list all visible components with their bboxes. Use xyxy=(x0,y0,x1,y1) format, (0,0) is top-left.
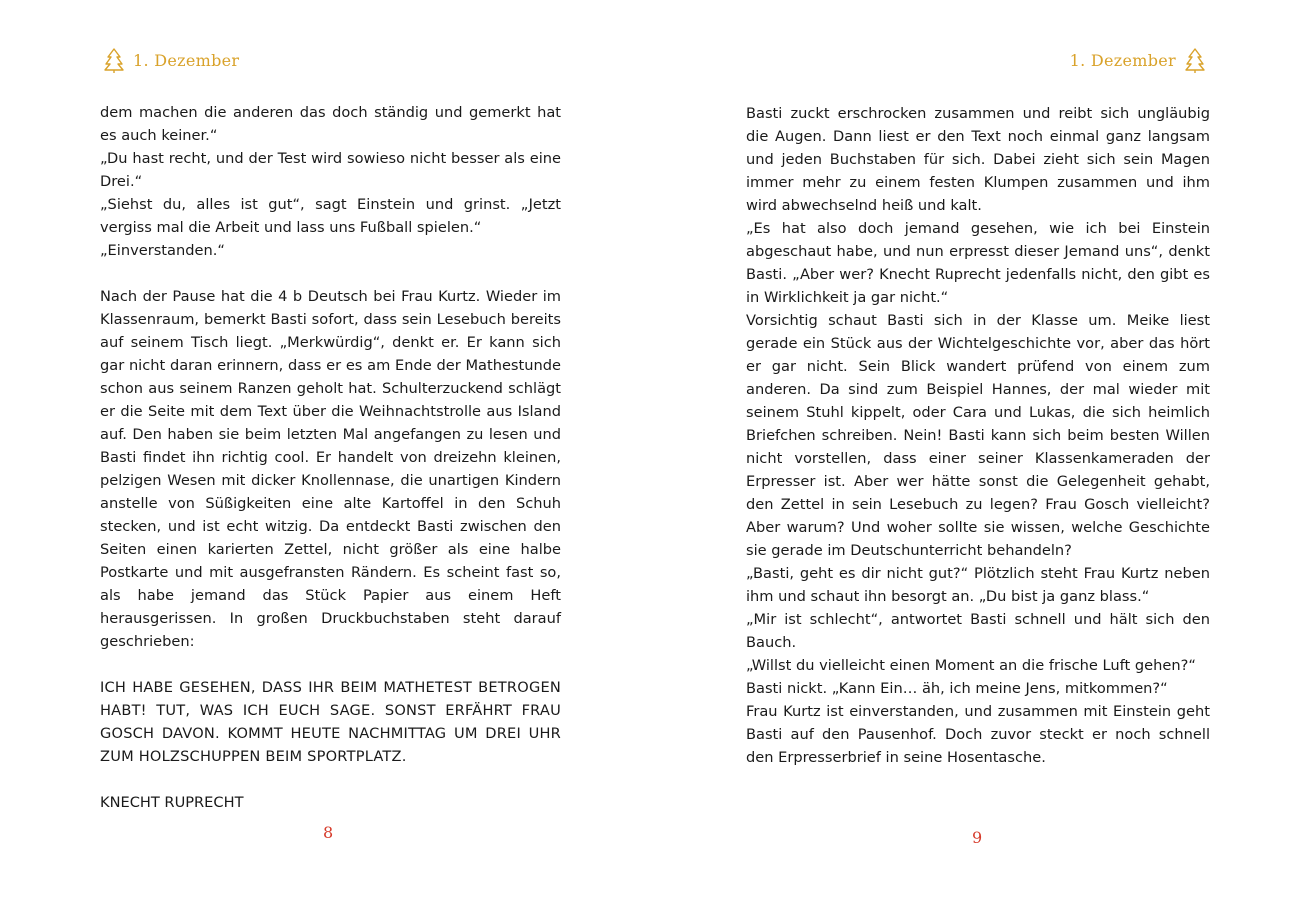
letter-signature: KNECHT RUPRECHT xyxy=(100,794,244,811)
paragraph: „Mir ist schlecht“, antwortet Basti schnell und hält sich den Bauch. xyxy=(746,611,1210,651)
paragraph: Vorsichtig schaut Basti sich in der Klasse um. Meike liest gerade ein Stück aus der Wichtelgeschichte vor, aber das hört er gar nicht. Sein Blick wandert prüfend von einem zum anderen. Da sind zum Beispiel Hannes, der mal wieder mit seinem Stuhl kippelt, oder Cara und Lukas, die sich heimlich Briefchen schreiben. Nein! Basti kann sich beim besten Willen nicht vorstellen, dass einer seiner Klassenkameraden der Erpresser ist. Aber wer hätte sonst die Gelegenheit gehabt, den Zettel in sein Lesebuch zu legen? Frau Gosch vielleicht? Aber warum? Und woher sollte sie wissen, welche Geschichte sie gerade im Deutschunterricht behandeln? xyxy=(746,312,1210,559)
body-text xyxy=(100,101,561,814)
chapter-header xyxy=(103,46,239,74)
chapter-header xyxy=(1070,46,1206,74)
paragraph: „Basti, geht es dir nicht gut?“ Plötzlich steht Frau Kurtz neben ihm und schaut ihn besorgt an. „Du bist ja ganz blass.“ xyxy=(746,565,1210,605)
page-number: 9 xyxy=(972,828,983,847)
paragraph: Basti zuckt erschrocken zusammen und reibt sich ungläubig die Augen. Dann liest er den Text noch einmal ganz langsam und jeden Buchstaben für sich. Dabei zieht sich sein Magen immer mehr zu einem festen Klumpen zusammen und ihm wird abwechselnd heiß und kalt. xyxy=(746,105,1210,214)
paragraph: Nach der Pause hat die 4 b Deutsch bei Frau Kurtz. Wieder im Klassenraum, bemerkt Basti sofort, dass sein Lesebuch bereits auf seinem Tisch liegt. „Merkwürdig“, denkt er. Er kann sich gar nicht daran erinnern, dass er es am Ende der Mathestunde schon aus seinem Ranzen geholt hat. Schulterzuckend schlägt er die Seite mit dem Text über die Weihnachtstrolle aus Island auf. Den haben sie beim letzten Mal angefangen zu lesen und Basti findet ihn richtig cool. Er handelt von dreizehn kleinen, pelzigen Wesen mit dicker Knollennase, die unartigen Kindern anstelle von Süßigkeiten eine alte Kartoffel in den Schuh stecken, und ist echt witzig. Da entdeckt Basti zwischen den Seiten einen karierten Zettel, nicht größer als eine halbe Postkarte und mit ausgefransten Rändern. Es scheint fast so, als habe jemand das Stück Papier aus einem Heft herausgerissen. In großen Druckbuchstaben steht darauf geschrieben: xyxy=(100,288,561,650)
right-page xyxy=(653,0,1306,905)
paragraph: „Du hast recht, und der Test wird sowieso nicht besser als eine Drei.“ xyxy=(100,150,561,190)
letter-text: ICH HABE GESEHEN, DASS IHR BEIM MATHETEST BETROGEN HABT! TUT, WAS ICH EUCH SAGE. SONST ERFÄHRT FRAU GOSCH DAVON. KOMMT HEUTE NACHMITTAG UM DREI UHR ZUM HOLZSCHUPPEN BEIM SPORTPLATZ. xyxy=(100,679,561,765)
paragraph: „Willst du vielleicht einen Moment an die frische Luft gehen?“ xyxy=(746,657,1196,674)
body-text xyxy=(746,102,1210,769)
christmas-tree-icon xyxy=(1184,47,1206,73)
page-number: 8 xyxy=(323,823,334,842)
paragraph: „Es hat also doch jemand gesehen, wie ich bei Einstein abgeschaut habe, und nun erpresst dieser Jemand uns“, denkt Basti. „Aber wer? Knecht Ruprecht jedenfalls nicht, den gibt es in Wirklichkeit ja gar nicht.“ xyxy=(746,220,1210,306)
christmas-tree-icon xyxy=(103,47,125,73)
paragraph: Basti nickt. „Kann Ein… äh, ich meine Jens, mitkommen?“ xyxy=(746,680,1168,697)
paragraph: „Siehst du, alles ist gut“, sagt Einstein und grinst. „Jetzt vergiss mal die Arbeit und lass uns Fußball spielen.“ xyxy=(100,196,561,236)
paragraph: dem machen die anderen das doch ständig und gemerkt hat es auch keiner.“ xyxy=(100,104,561,144)
paragraph: „Einverstanden.“ xyxy=(100,242,225,259)
paragraph: Frau Kurtz ist einverstanden, und zusammen mit Einstein geht Basti auf den Pausenhof. Doch zuvor steckt er noch schnell den Erpresserbrief in seine Hosentasche. xyxy=(746,703,1210,766)
chapter-title: 1. Dezember xyxy=(133,50,240,70)
chapter-title: 1. Dezember xyxy=(1069,50,1176,70)
